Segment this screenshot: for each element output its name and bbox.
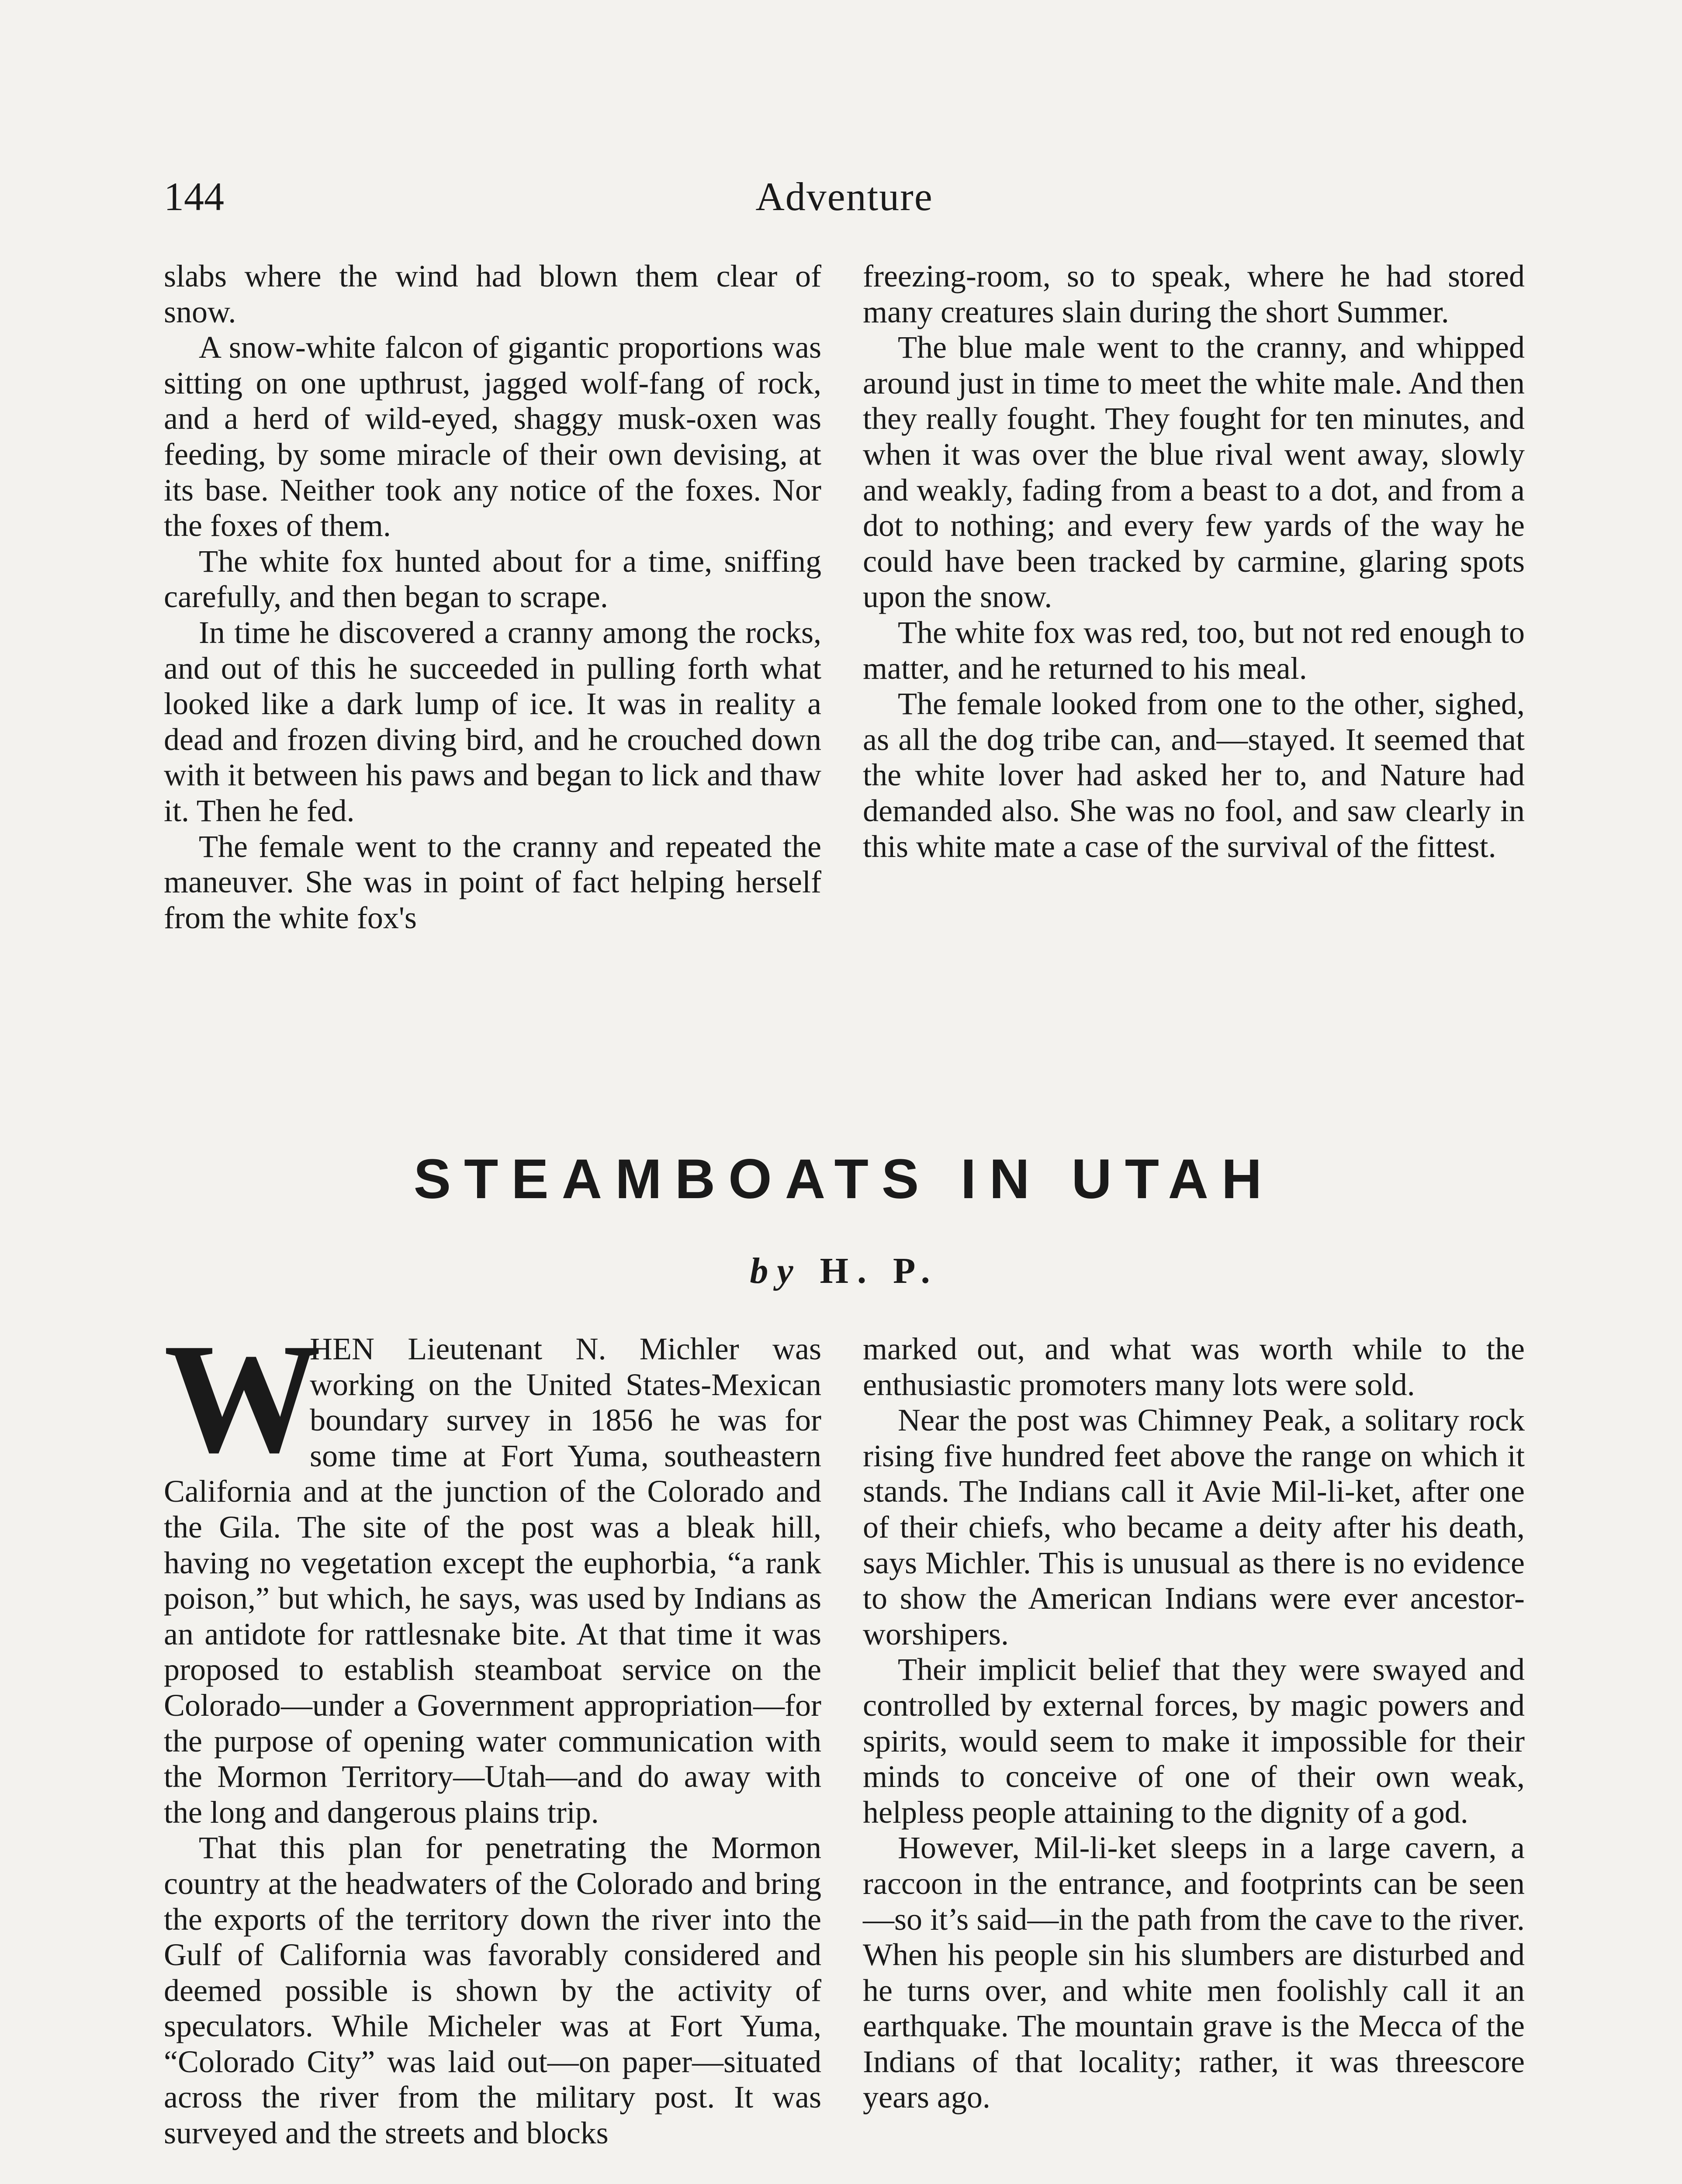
paragraph: marked out, and what was worth while to the enthusiastic promoters many lots were sold.: [863, 1331, 1525, 1402]
page-header: [164, 166, 1525, 227]
running-title: Adventure: [755, 174, 933, 219]
paragraph: Their implicit belief that they were swayed and controlled by external forces, by magic powers and spirits, would seem to make it impossible for their minds to conceive of one of their own weak, helpless people attaining to the dignity of a god.: [863, 1652, 1525, 1830]
article-column-right: [863, 1331, 1525, 2115]
page-number: 144: [164, 174, 224, 219]
byline: [164, 1249, 1525, 1293]
story-column-left: [164, 259, 821, 936]
paragraph: The female went to the cranny and repeated the maneuver. She was in point of fact helping herself from the white fox's: [164, 829, 821, 935]
article-column-left: [164, 1311, 821, 2151]
paragraph: Near the post was Chimney Peak, a solitary rock rising five hundred feet above the range on which it stands. The Indians call it Avie Mil-li-ket, after one of their chiefs, who became a deity after his death, says Michler. This is unusual as there is no evidence to show the American Indians were ever ancestor-worshipers.: [863, 1403, 1525, 1652]
paragraph: That this plan for penetrating the Mormon country at the headwaters of the Colorado and bring the exports of the territory down the river into the Gulf of California was favorably considered and deemed possible is shown by the activity of speculators. While Micheler was at Fort Yuma, “Colorado City” was laid out—on paper—situated across the river from the military post. It was surveyed and the streets and blocks: [164, 1830, 821, 2151]
story-column-right: [863, 259, 1525, 864]
paragraph: slabs where the wind had blown them clear of snow.: [164, 259, 821, 329]
paragraph: The female looked from one to the other, sighed, as all the dog tribe can, and—stayed. It seemed that the white lover had asked her to, and Nature had demanded also. She was no fool, and saw clearly in this white mate a case of the survival of the fittest.: [863, 686, 1525, 864]
first-paragraph: [164, 1311, 821, 1830]
paragraph: However, Mil-li-ket sleeps in a large cavern, a raccoon in the entrance, and footprints can be seen—so it’s said—in the path from the cave to the river. When his people sin his slumbers are disturbed and he turns over, and white men foolishly call it an earthquake. The mountain grave is the Mecca of the Indians of that locality; rather, it was threescore years ago.: [863, 1830, 1525, 2115]
paragraph: The blue male went to the cranny, and whipped around just in time to meet the white male. And then they really fought. They fought for ten minutes, and when it was over the blue rival went away, slowly and weakly, fading from a beast to a dot, and from a dot to nothing; and every few yards of the way he could have been tracked by carmine, glaring spots upon the snow.: [863, 330, 1525, 615]
paragraph: The white fox hunted about for a time, sniffing carefully, and then began to scrape.: [164, 543, 821, 615]
paragraph: The white fox was red, too, but not red enough to matter, and he returned to his meal.: [863, 615, 1525, 686]
paragraph: A snow-white falcon of gigantic proportions was sitting on one upthrust, jagged wolf-fang of rock, and a herd of wild-eyed, shaggy musk-oxen was feeding, by some miracle of their own devising, at its base. Neither took any notice of the foxes. Nor the foxes of them.: [164, 330, 821, 543]
byline-author: H. P.: [820, 1251, 939, 1291]
byline-by: by: [750, 1251, 802, 1291]
article-title: STEAMBOATS IN UTAH: [413, 1148, 1275, 1210]
paragraph: freezing-room, so to speak, where he had stored many creatures slain during the short Summer.: [863, 259, 1525, 329]
first-paragraph-text: HEN Lieutenant N. Michler was working on the United States-Mexican boundary survey in 1856 he was for some time at Fort Yuma, southeastern California and at the junction of the Colorado and the Gila. The site of the post was a bleak hill, having no vegetation except the euphorbia, “a rank poison,” but which, he says, was used by Indians as an antidote for rattlesnake bite. At that time it was proposed to establish steamboat service on the Colorado—under a Government appropriation—for the purpose of opening water communication with the Mormon Territory—Utah—and do away with the long and dangerous plains trip.: [164, 1331, 821, 1830]
drop-cap: W: [164, 1311, 321, 1485]
paragraph: In time he discovered a cranny among the rocks, and out of this he succeeded in pulling forth what looked like a dark lump of ice. It was in reality a dead and frozen diving bird, and he crouched down with it between his paws and began to lick and thaw it. Then he fed.: [164, 615, 821, 828]
